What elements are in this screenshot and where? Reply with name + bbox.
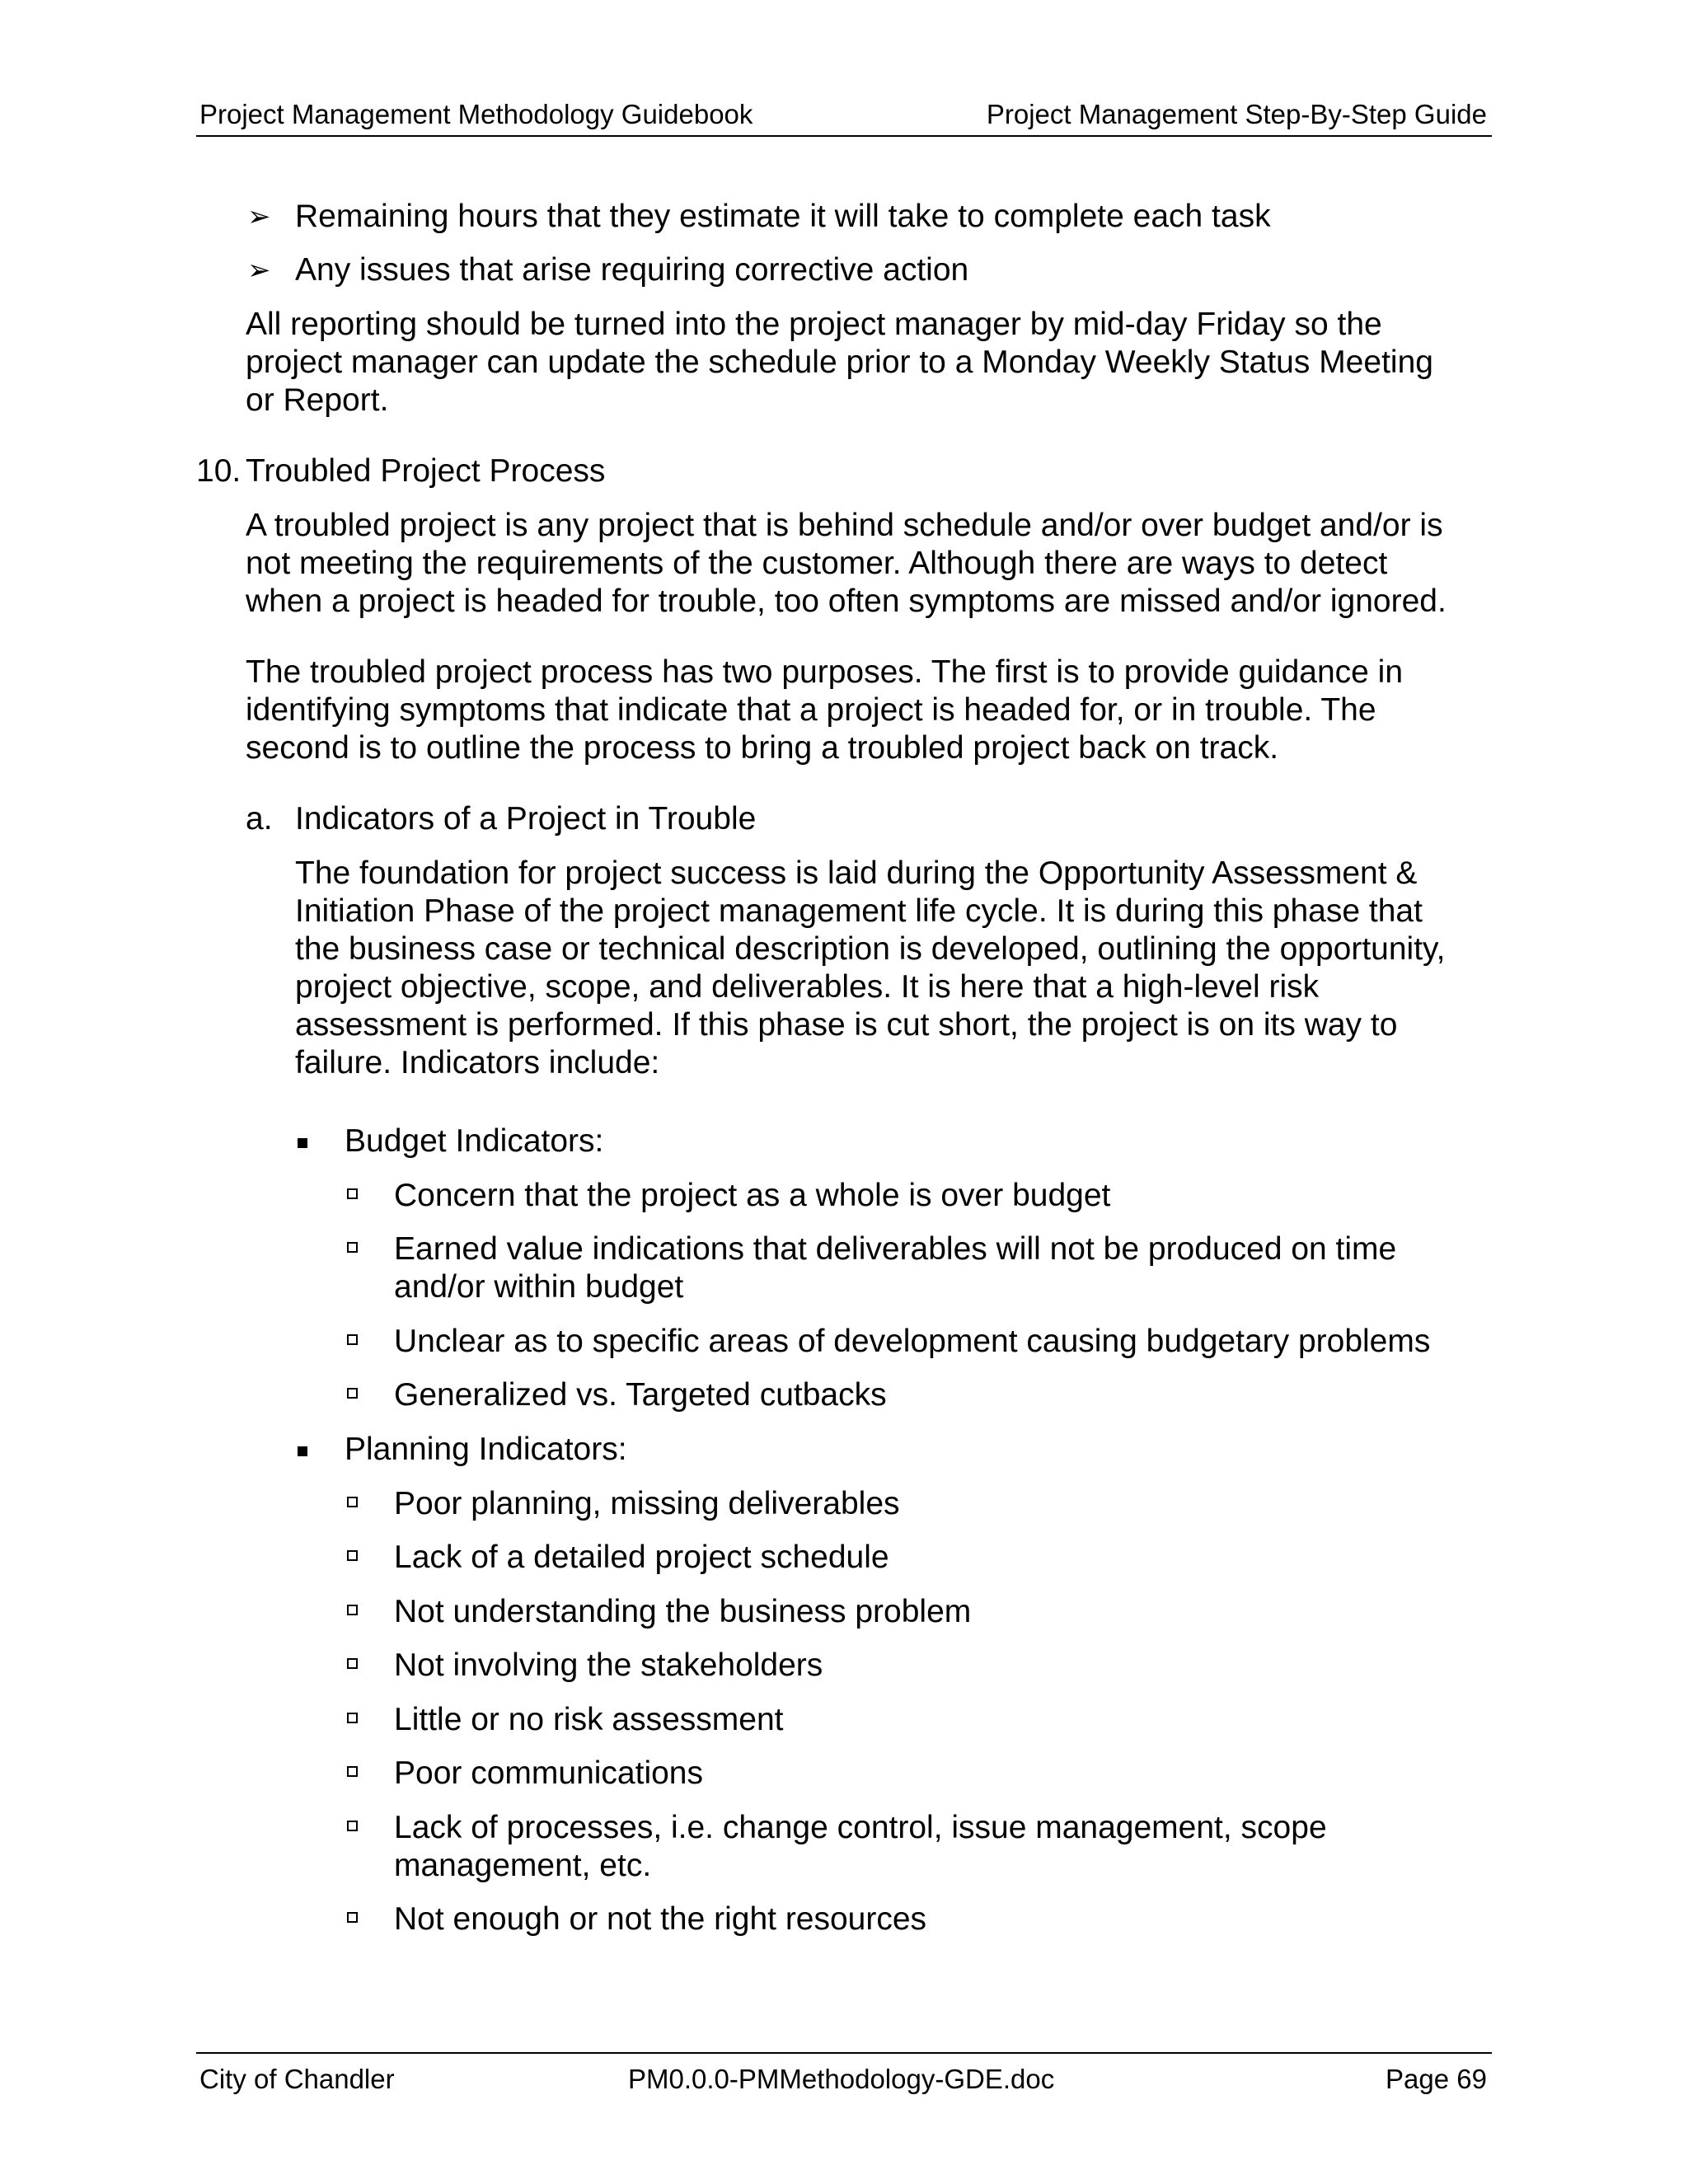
- budget-indicators-label: Budget Indicators:: [345, 1123, 604, 1159]
- list-item: Earned value indications that deliverables will not be produced on time: [394, 1231, 1397, 1267]
- header-left-title: Project Management Methodology Guidebook: [199, 99, 753, 129]
- list-item: Generalized vs. Targeted cutbacks: [394, 1377, 887, 1413]
- list-item: Unclear as to specific areas of development causing budgetary problems: [394, 1324, 1431, 1359]
- square-bullet-icon: [298, 1446, 307, 1456]
- list-item-continuation: management, etc.: [394, 1848, 652, 1883]
- open-square-bullet-icon: [347, 1497, 358, 1507]
- paragraph-line: not meeting the requirements of the customer. Although there are ways to detect: [246, 546, 1388, 581]
- list-item: Concern that the project as a whole is over budget: [394, 1178, 1111, 1213]
- footer-page-number: Page 69: [1386, 2064, 1487, 2094]
- subsection-letter: a.: [246, 801, 273, 837]
- open-square-bullet-icon: [347, 1242, 358, 1253]
- header-right-title: Project Management Step-By-Step Guide: [986, 99, 1487, 129]
- paragraph-line: or Report.: [246, 382, 389, 418]
- planning-indicators-label: Planning Indicators:: [345, 1432, 627, 1467]
- paragraph-line: assessment is performed. If this phase is cut short, the project is on its way to: [295, 1007, 1398, 1043]
- list-item: Lack of a detailed project schedule: [394, 1540, 889, 1575]
- list-item: Not involving the stakeholders: [394, 1647, 823, 1683]
- open-square-bullet-icon: [347, 1713, 358, 1723]
- list-item: Poor communications: [394, 1755, 703, 1791]
- list-item: Poor planning, missing deliverables: [394, 1486, 900, 1521]
- paragraph-line: A troubled project is any project that is behind schedule and/or over budget and/or is: [246, 508, 1443, 543]
- open-square-bullet-icon: [347, 1821, 358, 1831]
- list-item: Not enough or not the right resources: [394, 1901, 927, 1937]
- paragraph-line: The foundation for project success is laid during the Opportunity Assessment &: [295, 855, 1418, 891]
- arrow-bullet-icon: ➢: [247, 255, 271, 286]
- list-item-continuation: and/or within budget: [394, 1269, 684, 1305]
- square-bullet-icon: [298, 1138, 307, 1148]
- paragraph-line: when a project is headed for trouble, too often symptoms are missed and/or ignored.: [246, 583, 1447, 619]
- page-footer: [196, 2052, 1492, 2094]
- list-item: Lack of processes, i.e. change control, issue management, scope: [394, 1810, 1327, 1845]
- section-number: 10.: [196, 453, 241, 489]
- footer-organization: City of Chandler: [199, 2064, 395, 2094]
- open-square-bullet-icon: [347, 1388, 358, 1399]
- open-square-bullet-icon: [347, 1766, 358, 1777]
- page-header: [196, 97, 1492, 137]
- paragraph-line: identifying symptoms that indicate that a project is headed for, or in trouble. The: [246, 692, 1376, 728]
- section-title: Troubled Project Process: [246, 453, 606, 489]
- open-square-bullet-icon: [347, 1550, 358, 1561]
- paragraph-line: The troubled project process has two purposes. The first is to provide guidance in: [246, 654, 1404, 690]
- open-square-bullet-icon: [347, 1334, 358, 1345]
- open-square-bullet-icon: [347, 1605, 358, 1615]
- arrow-bullet-text: Remaining hours that they estimate it will take to complete each task: [295, 199, 1271, 234]
- open-square-bullet-icon: [347, 1658, 358, 1669]
- arrow-bullet-text: Any issues that arise requiring corrective action: [295, 252, 969, 288]
- subsection-title: Indicators of a Project in Trouble: [295, 801, 757, 837]
- paragraph-line: failure. Indicators include:: [295, 1045, 660, 1080]
- paragraph-line: Initiation Phase of the project management life cycle. It is during this phase that: [295, 893, 1423, 929]
- paragraph-line: All reporting should be turned into the project manager by mid-day Friday so the: [246, 307, 1382, 342]
- list-item: Little or no risk assessment: [394, 1702, 784, 1737]
- list-item: Not understanding the business problem: [394, 1594, 972, 1629]
- arrow-bullet-icon: ➢: [247, 201, 271, 232]
- paragraph-line: the business case or technical description is developed, outlining the opportunity,: [295, 931, 1446, 967]
- paragraph-line: project objective, scope, and deliverables. It is here that a high-level risk: [295, 969, 1320, 1005]
- open-square-bullet-icon: [347, 1912, 358, 1923]
- paragraph-line: second is to outline the process to bring a troubled project back on track.: [246, 730, 1279, 766]
- paragraph-line: project manager can update the schedule prior to a Monday Weekly Status Meeting: [246, 344, 1433, 380]
- footer-filename: PM0.0.0-PMMethodology-GDE.doc: [628, 2064, 1055, 2094]
- open-square-bullet-icon: [347, 1188, 358, 1199]
